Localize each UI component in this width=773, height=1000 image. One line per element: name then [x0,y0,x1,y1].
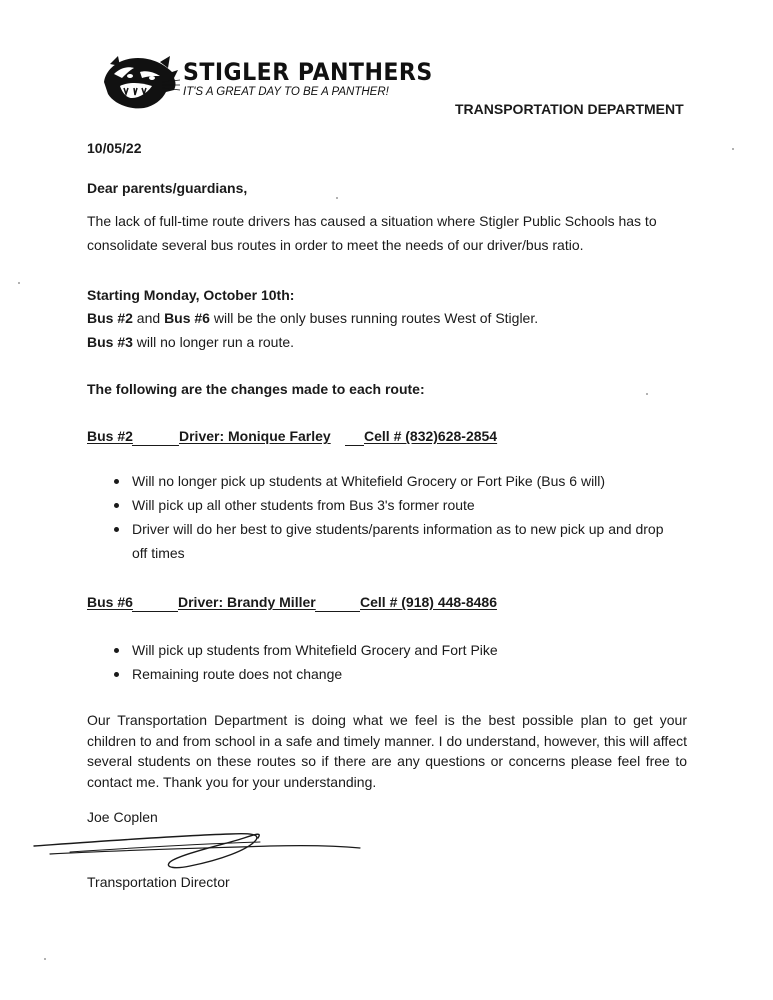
scan-speck [336,197,338,199]
underline-gap [132,445,179,446]
bullet-dot [114,527,119,532]
route-cell: Cell # (918) 448-8486 [360,594,497,610]
department-heading: TRANSPORTATION DEPARTMENT [455,101,684,117]
underline-gap [132,611,178,612]
starting-heading: Starting Monday, October 10th: [87,287,295,303]
logo-title: STIGLER PANTHERS [183,58,433,86]
changes-heading: The following are the changes made to each route: [87,381,425,397]
letter-date: 10/05/22 [87,140,142,156]
greeting: Dear parents/guardians, [87,180,248,196]
route-item: Will pick up all other students from Bus 3's former route [132,497,475,513]
bus2-label: Bus #2 [87,310,133,326]
bus3-text: will no longer run a route. [132,334,295,350]
west-text: will be the only buses running routes West of Stigler. [209,310,539,326]
bullet-dot [114,503,119,508]
bus6-label: Bus #6 [164,310,210,326]
route-bus-label: Bus #2 [87,428,133,444]
bus3-line [87,330,294,354]
scan-speck [732,148,734,150]
scan-speck [44,958,46,960]
route-item-continued: off times [132,545,185,561]
signature-image [30,822,370,874]
and-text: and [132,310,165,326]
route-item: Will pick up students from Whitefield Grocery and Fort Pike [132,642,498,658]
scan-speck [18,282,20,284]
signer-name: Joe Coplen [87,809,158,825]
underline-gap [315,611,360,612]
route-driver: Driver: Monique Farley [179,428,331,444]
bullet-dot [114,479,119,484]
logo-tagline: IT'S A GREAT DAY TO BE A PANTHER! [183,86,389,98]
buses-west-line [87,306,538,330]
bullet-dot [114,672,119,677]
bus3-label: Bus #3 [87,334,133,350]
route-driver: Driver: Brandy Miller [178,594,316,610]
scan-speck [646,393,648,395]
panther-head-icon [100,52,180,112]
route-cell: Cell # (832)628-2854 [364,428,498,444]
underline-gap [345,445,364,446]
route-bus-label: Bus #6 [87,594,133,610]
route-item: Remaining route does not change [132,666,343,682]
closing-paragraph: Our Transportation Department is doing what we feel is the best possible plan to get your children to and from school in a safe and timely manner. I do understand, however, this will affect several students on these routes so if there are any questions or concerns please feel free to contact me. Thank you for your understanding. [87,712,687,790]
signer-title: Transportation Director [87,874,230,890]
intro-paragraph: The lack of full-time route drivers has caused a situation where Stigler Public Schools has to consolidate several bus routes in order to meet the needs of our driver/bus ratio. [87,213,657,253]
route-item: Driver will do her best to give students/parents information as to new pick up and drop [132,521,664,537]
bullet-dot [114,648,119,653]
route-item: Will no longer pick up students at Whitefield Grocery or Fort Pike (Bus 6 will) [132,473,606,489]
